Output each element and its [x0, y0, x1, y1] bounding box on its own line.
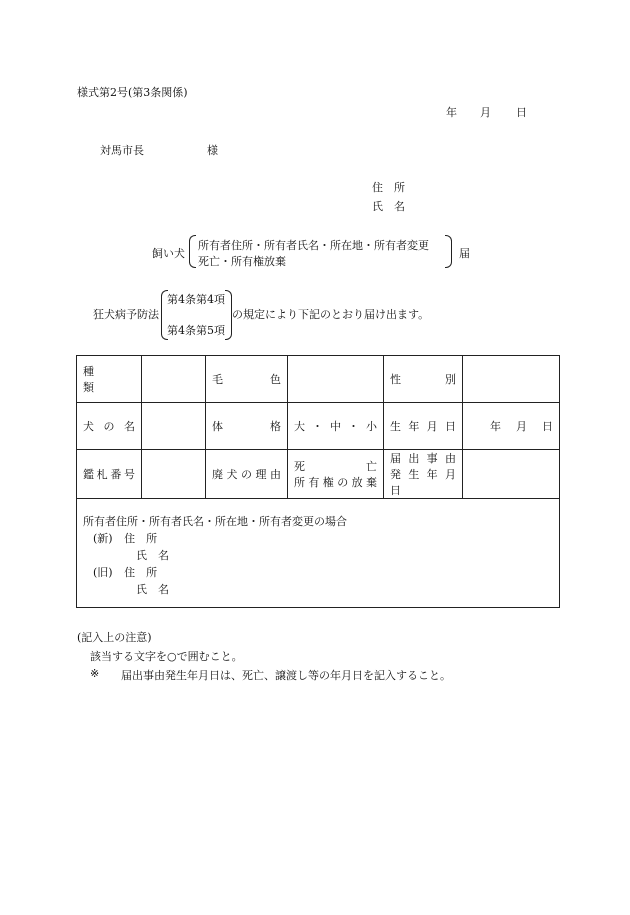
law-text: の規定により下記のとおり届け出ます。	[232, 308, 430, 321]
table-row	[77, 450, 560, 499]
coat-color-label: 毛 色	[206, 356, 288, 403]
birth-year-label: 年	[490, 420, 501, 433]
new-name-label: 氏 名	[136, 549, 169, 562]
addressee-name: 対馬市長	[100, 144, 144, 157]
notes-line-1: 該当する文字を○で囲むこと。	[90, 650, 243, 663]
date-year-label: 年	[446, 106, 457, 119]
breed-label: 種 類	[77, 356, 142, 403]
notes-mark: ※	[90, 667, 100, 680]
sex-label: 性 別	[384, 356, 463, 403]
law-clause-2: 第4条第5項	[167, 324, 225, 337]
date-month-label: 月	[480, 106, 491, 119]
dog-name-label: 犬 の 名	[77, 403, 142, 450]
date-day-label: 日	[516, 106, 527, 119]
notes-line-2: 届出事由発生年月日は、死亡、譲渡し等の年月日を記入すること。	[121, 669, 451, 682]
applicant-address-label: 住 所	[372, 181, 405, 194]
sex-value[interactable]	[463, 356, 560, 403]
old-label: (旧)	[93, 566, 113, 579]
license-number-value[interactable]	[142, 450, 206, 499]
left-bracket	[189, 235, 196, 268]
event-date-value[interactable]	[463, 450, 560, 499]
birth-month-label: 月	[516, 420, 527, 433]
birthdate-label: 生 年 月 日	[384, 403, 463, 450]
coat-color-value[interactable]	[288, 356, 384, 403]
new-address-label: 住 所	[124, 532, 158, 545]
table-row	[77, 356, 560, 403]
disposal-reason-options[interactable]	[288, 450, 384, 499]
applicant-name-label: 氏 名	[372, 200, 405, 213]
body-size-options[interactable]: 大 ・ 中 ・ 小	[288, 403, 384, 450]
old-address-label: 住 所	[124, 566, 158, 579]
license-number-label: 鑑札番号	[77, 450, 142, 499]
dog-name-value[interactable]	[142, 403, 206, 450]
law-right-bracket	[225, 290, 232, 340]
event-date-label: 届 出 事 由 発 生 年 月 日	[384, 450, 463, 499]
table-row	[77, 499, 560, 608]
notice-prefix: 飼い犬	[152, 247, 185, 260]
ownership-abandon-option: 所有権の放棄	[294, 476, 377, 489]
form-number: 様式第2号(第3条関係)	[77, 86, 188, 99]
table-row	[77, 403, 560, 450]
birthdate-value[interactable]	[463, 403, 560, 450]
law-clause-1: 第4条第4項	[167, 293, 225, 306]
birth-day-label: 日	[542, 420, 553, 433]
dog-info-table	[76, 355, 560, 608]
breed-value[interactable]	[142, 356, 206, 403]
addressee-honorific: 様	[207, 144, 218, 157]
owner-change-section[interactable]	[77, 499, 560, 608]
notes-title: (記入上の注意)	[77, 631, 152, 644]
right-bracket	[445, 235, 452, 268]
new-label: (新)	[93, 532, 113, 545]
notice-option-1: 所有者住所・所有者氏名・所在地・所有者変更	[198, 239, 429, 252]
law-name: 狂犬病予防法	[93, 308, 159, 321]
disposal-reason-label: 廃 犬 の 理 由	[206, 450, 288, 499]
body-size-label: 体 格	[206, 403, 288, 450]
death-option-2: 亡	[366, 460, 377, 473]
death-option: 死	[294, 460, 305, 473]
notice-suffix: 届	[459, 247, 470, 260]
notice-option-2: 死亡・所有権放棄	[198, 255, 286, 268]
old-name-label: 氏 名	[136, 583, 169, 596]
owner-change-title: 所有者住所・所有者氏名・所在地・所有者変更の場合	[83, 515, 347, 528]
